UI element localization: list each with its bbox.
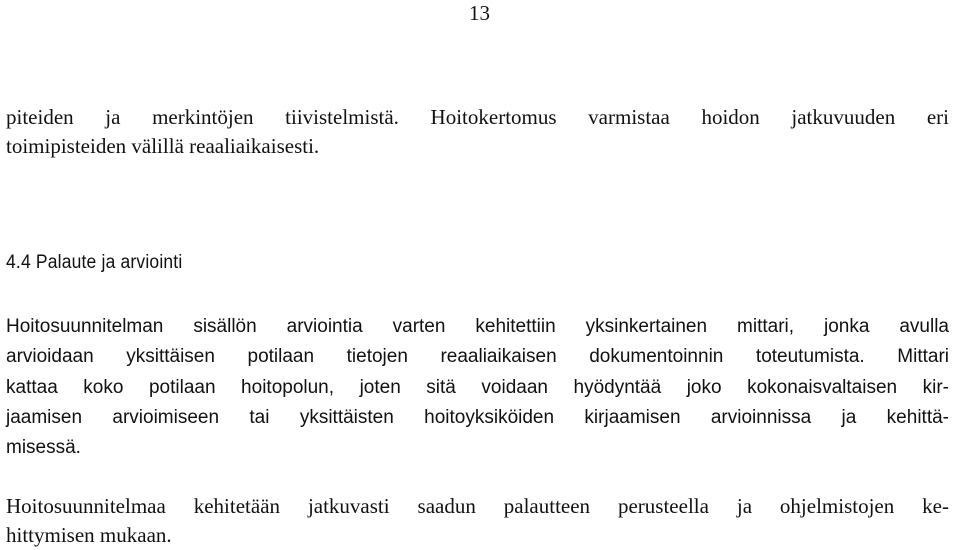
development-line-2: hittymisen mukaan. xyxy=(6,523,172,547)
page-number: 13 xyxy=(469,1,490,25)
evaluation-line-4: jaamisen arvioimiseen tai yksittäisten hoitoyksiköiden kirjaamisen arvioinnissa ja kehittä- xyxy=(6,407,949,428)
evaluation-line-3: kattaa koko potilaan hoitopolun, joten sitä voidaan hyödyntää joko kokonaisvaltaisen kir- xyxy=(6,377,949,398)
evaluation-line-2: arvioidaan yksittäisen potilaan tietojen reaaliaikaisen dokumentoinnin toteutumista. Mittari xyxy=(6,346,949,367)
intro-line-2: toimipisteiden välillä reaaliaikaisesti. xyxy=(6,134,320,158)
evaluation-line-1: Hoitosuunnitelman sisällön arviointia varten kehitettiin yksinkertainen mittari, jonka avulla xyxy=(6,316,949,337)
development-line-1: Hoitosuunnitelmaa kehitetään jatkuvasti saadun palautteen perusteella ja ohjelmistojen ke- xyxy=(6,494,949,518)
section-heading: 4.4 Palaute ja arviointi xyxy=(6,252,183,273)
evaluation-line-5: misessä. xyxy=(6,437,81,458)
intro-line-1: piteiden ja merkintöjen tiivistelmistä. Hoitokertomus varmistaa hoidon jatkuvuuden eri xyxy=(6,105,949,129)
